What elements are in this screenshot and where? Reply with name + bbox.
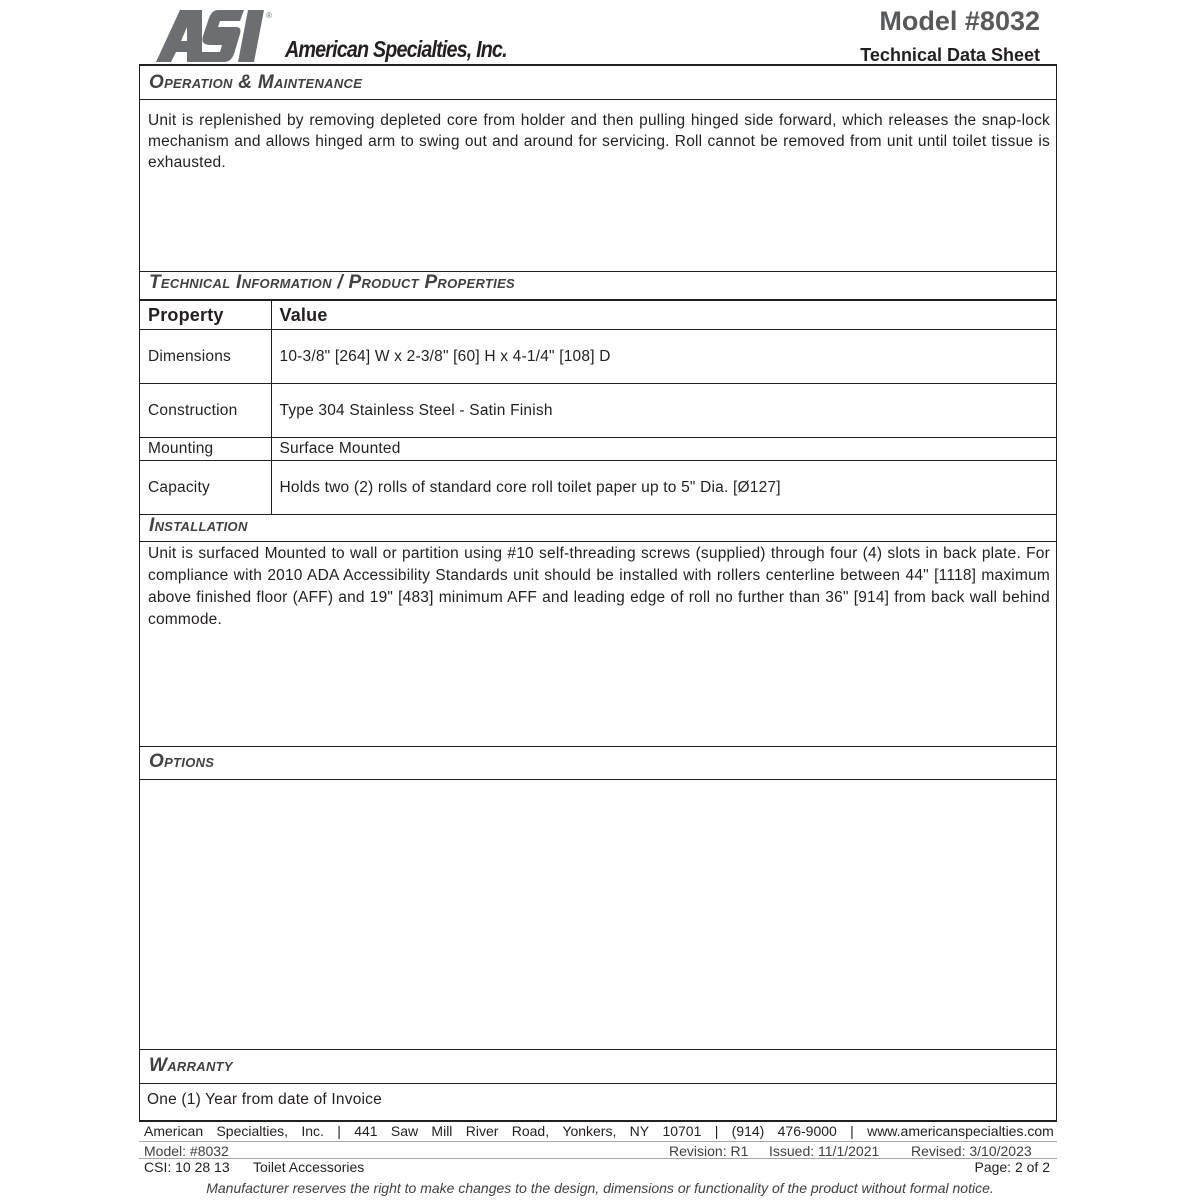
footer-page-number: Page: 2 of 2 [974,1159,1050,1175]
installation-text: Unit is surfaced Mounted to wall or partition using #10 self-threading screws (supplied) through four (4) slots in back plate. For compliance with 2010 ADA Accessibility Standards unit should be installed with rollers centerline between 44" [1118] maximum above finished floor (AFF) and 19" [483] minimum AFF and leading edge of roll no further than 36" [914] from back wall behind commode. [148,545,1050,628]
address-word: 10701 [662,1123,702,1139]
property-value: Type 304 Stainless Steel - Satin Finish [271,384,1056,438]
footer-issued: Issued: 11/1/2021 [769,1143,880,1159]
company-address [139,1123,1057,1139]
model-title: Model #8032 [879,6,1040,36]
address-word: Road, [511,1123,550,1139]
property-name: Construction [140,384,271,438]
column-header-property: Property [140,301,271,330]
footer-category: Toilet Accessories [253,1159,365,1175]
address-word: (914) [731,1123,765,1139]
sheet-title: Technical Data Sheet [860,45,1040,65]
address-word: American [144,1123,204,1139]
address-word: Saw [390,1123,419,1139]
options-heading: Options [140,747,1056,780]
property-value: 10-3/8" [264] W x 2-3/8" [60] H x 4-1/4" [108] D [271,330,1056,384]
property-name: Capacity [140,461,271,515]
disclaimer: Manufacturer reserves the right to make changes to the design, dimensions or functionality of the product without formal notice. [206,1180,994,1196]
address-word: 476-9000 [777,1123,837,1139]
property-name: Mounting [140,438,271,461]
operation-heading: Operation & Maintenance [140,72,1056,100]
footer-model: Model: #8032 [144,1143,229,1159]
address-word: Inc. [301,1123,324,1139]
operation-text: Unit is replenished by removing depleted core from holder and then pulling hinged side forward, which releases the snap-lock mechanism and allows hinged arm to swing out and around for servicing. Roll cannot be removed from unit until toilet tissue is exhausted. [148,112,1050,171]
address-separator: | [337,1123,341,1139]
table-row [140,461,1056,515]
address-word: NY [629,1123,650,1139]
table-header-row [140,301,1056,330]
asi-logo [150,6,530,66]
property-value: Holds two (2) rolls of standard core roll toilet paper up to 5" Dia. [Ø127] [271,461,1056,515]
website-link[interactable]: www.americanspecialties.com [867,1123,1054,1139]
table-row [140,438,1056,461]
technical-heading: Technical Information / Product Properties [140,272,1056,300]
company-name: American Specialties, Inc. [285,36,507,62]
property-name: Dimensions [140,330,271,384]
address-word: Yonkers, [562,1123,617,1139]
property-value: Surface Mounted [271,438,1056,461]
warranty-heading: Warranty [140,1050,1056,1084]
address-word: 441 [354,1123,378,1139]
warranty-text: One (1) Year from date of Invoice [147,1091,382,1108]
footer-csi: CSI: 10 28 13 [144,1159,230,1175]
address-separator: | [850,1123,854,1139]
footer-revised: Revised: 3/10/2023 [911,1143,1032,1159]
column-header-value: Value [271,301,1056,330]
data-sheet-frame [139,64,1057,1122]
product-properties-table [140,300,1056,515]
table-row [140,384,1056,438]
address-separator: | [714,1123,719,1139]
footer-revision: Revision: R1 [669,1143,749,1159]
table-row [140,330,1056,384]
address-word: Mill [431,1123,453,1139]
address-word: River [465,1123,499,1139]
installation-heading: Installation [140,515,1056,542]
address-word: Specialties, [216,1123,289,1139]
csi-bar [139,1159,1057,1179]
svg-text:®: ® [266,11,272,20]
revision-bar [139,1141,1057,1159]
asi-logo-mark [154,8,278,64]
